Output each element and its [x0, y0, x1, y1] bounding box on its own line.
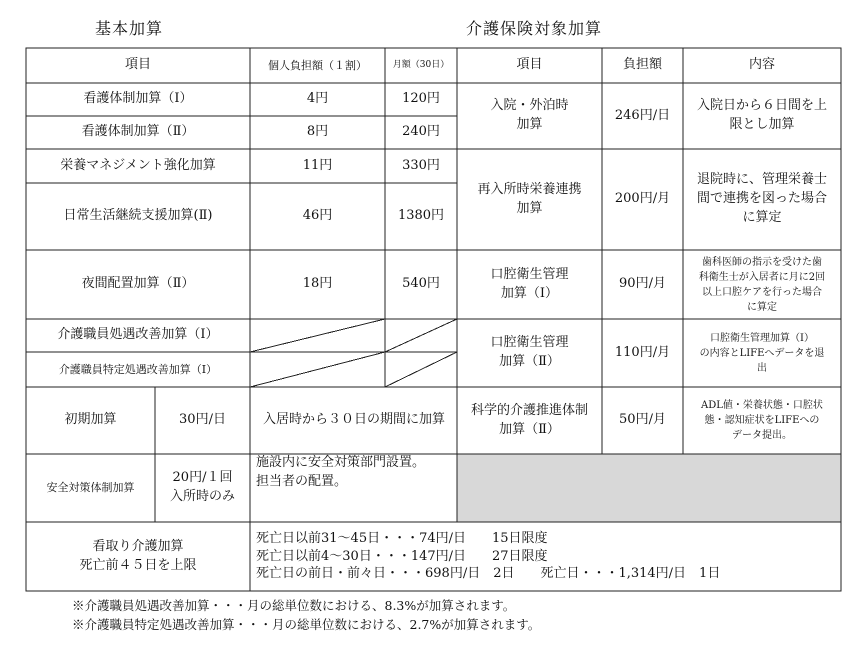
- left-row-monthly: 1380円: [397, 208, 445, 224]
- right-row-item-line: 入院・外泊時: [490, 98, 569, 114]
- left-row-monthly: 540円: [402, 276, 440, 292]
- right-row-item-line: 加算（Ⅰ）: [500, 285, 559, 301]
- safety-amount-line: 入所時のみ: [169, 489, 235, 504]
- right-row-content: [683, 149, 841, 250]
- care-insurance-addition-title: 介護保険対象加算: [466, 19, 603, 38]
- right-row-content-line: 口腔衛生管理加算（Ⅰ）: [710, 332, 814, 344]
- safety-amount-line: 20円/１回: [172, 470, 233, 486]
- terminal-care-details: [250, 522, 841, 591]
- left-row-item: 介護職員処遇改善加算（Ⅰ）: [57, 327, 219, 343]
- right-row-content-line: データ提出。: [732, 430, 792, 441]
- initial-addition-amount: 30円/日: [179, 412, 226, 428]
- right-row-burden: 90円/月: [619, 276, 666, 292]
- terminal-care-line: 死亡日以前31～45日・・・74円/日 15日限度: [256, 531, 548, 547]
- footnote: ※介護職員特定処遇改善加算・・・月の総単位数における、2.7%が加算されます。: [72, 617, 541, 632]
- right-row-content-line: の内容とLIFEへデータを退: [699, 347, 825, 359]
- right-row-content: [683, 250, 841, 319]
- right-row-content: [683, 83, 841, 149]
- safety-note-line: 施設内に安全対策部門設置。: [256, 455, 426, 470]
- right-row-content: [683, 319, 841, 387]
- left-header-personal: 個人負担額（１割）: [268, 58, 367, 72]
- initial-addition-item: 初期加算: [64, 412, 117, 428]
- terminal-care-item-line: 死亡前４５日を上限: [79, 557, 197, 573]
- left-row-personal: 8円: [306, 124, 329, 140]
- left-row-personal: 4円: [306, 91, 329, 107]
- left-row-item: 看護体制加算（Ⅱ）: [81, 124, 195, 140]
- safety-addition-amount: [155, 454, 250, 522]
- right-row-content-line: 出: [757, 362, 767, 374]
- left-row-personal: 18円: [302, 276, 333, 292]
- right-row-item-line: 加算: [516, 117, 543, 132]
- right-row-content-line: 限とし加算: [729, 117, 795, 132]
- right-row-item: [457, 250, 602, 319]
- right-row-item-line: 口腔衛生管理: [490, 335, 569, 351]
- right-row-content-line: に算定: [747, 301, 777, 313]
- safety-addition-note: [250, 454, 457, 522]
- right-row-item: [457, 149, 602, 250]
- footnote: ※介護職員処遇改善加算・・・月の総単位数における、8.3%が加算されます。: [72, 598, 516, 613]
- left-row-monthly: 330円: [402, 157, 440, 173]
- right-row-burden: 110円/月: [614, 344, 671, 360]
- right-row-item-line: 加算: [516, 200, 543, 216]
- right-row-content-line: 退院時に、管理栄養士: [696, 172, 827, 188]
- left-row-item: 日常生活継続支援加算(Ⅱ): [63, 208, 213, 224]
- right-row-burden: 200円/月: [614, 191, 671, 207]
- right-row-burden: 246円/日: [614, 107, 671, 123]
- right-row-content-line: 以上口腔ケアを行った場合: [702, 286, 822, 298]
- safety-note-line: 担当者の配置。: [256, 473, 348, 489]
- right-row-item: [457, 319, 602, 387]
- right-row-content-line: に算定: [742, 209, 782, 225]
- initial-addition-note: 入居時から３０日の期間に加算: [262, 412, 445, 428]
- right-header-content: 内容: [748, 57, 775, 73]
- left-row-personal: 46円: [302, 208, 333, 224]
- right-row-content: [683, 387, 841, 454]
- left-row-personal: 11円: [302, 157, 333, 173]
- left-row-item: 栄養マネジメント強化加算: [60, 157, 216, 173]
- basic-addition-title: 基本加算: [95, 19, 164, 38]
- terminal-care-item-line: 看取り介護加算: [92, 538, 184, 554]
- right-row-item-line: 口腔衛生管理: [490, 266, 569, 282]
- terminal-care-line: 死亡日の前日・前々日・・・698円/日 2日 死亡日・・・1,314円/日 1日: [256, 566, 721, 582]
- right-row-item-line: 科学的介護推進体制: [470, 402, 588, 418]
- safety-addition-item: 安全対策体制加算: [46, 481, 135, 495]
- right-row-item-line: 加算（Ⅱ）: [499, 421, 560, 437]
- right-row-content-line: ADL値・栄養状態・口腔状: [701, 400, 823, 411]
- right-row-item: [457, 387, 602, 454]
- right-row-item-line: 再入所時栄養連携: [477, 181, 582, 197]
- left-header-item: 項目: [124, 57, 151, 73]
- left-header-monthly: 月額（30日）: [392, 59, 450, 70]
- left-row-item: 夜間配置加算（Ⅱ）: [81, 276, 195, 292]
- left-row-monthly: 240円: [402, 124, 440, 140]
- right-header-item: 項目: [516, 57, 543, 73]
- left-row-item: 介護職員特定処遇改善加算（Ⅰ）: [58, 362, 218, 376]
- terminal-care-item: [26, 522, 250, 591]
- right-row-content-line: 歯科医師の指示を受けた歯: [702, 256, 822, 268]
- terminal-care-line: 死亡日以前4～30日・・・147円/日 27日限度: [256, 548, 548, 564]
- left-row-item: 看護体制加算（Ⅰ）: [83, 91, 193, 107]
- right-row-item: [457, 83, 602, 149]
- right-row-content-line: 科衛生士が入居者に月に2回: [698, 271, 826, 283]
- right-row-content-line: 入院日から６日間を上: [696, 98, 827, 114]
- right-row-content-line: 間で連携を図った場合: [696, 191, 827, 207]
- right-row-burden: 50円/月: [619, 412, 666, 428]
- left-row-monthly: 120円: [402, 91, 440, 107]
- right-row-item-line: 加算（Ⅱ）: [499, 354, 560, 369]
- right-header-burden: 負担額: [622, 57, 662, 73]
- right-row-content-line: 態・認知症状をLIFEへの: [704, 415, 820, 426]
